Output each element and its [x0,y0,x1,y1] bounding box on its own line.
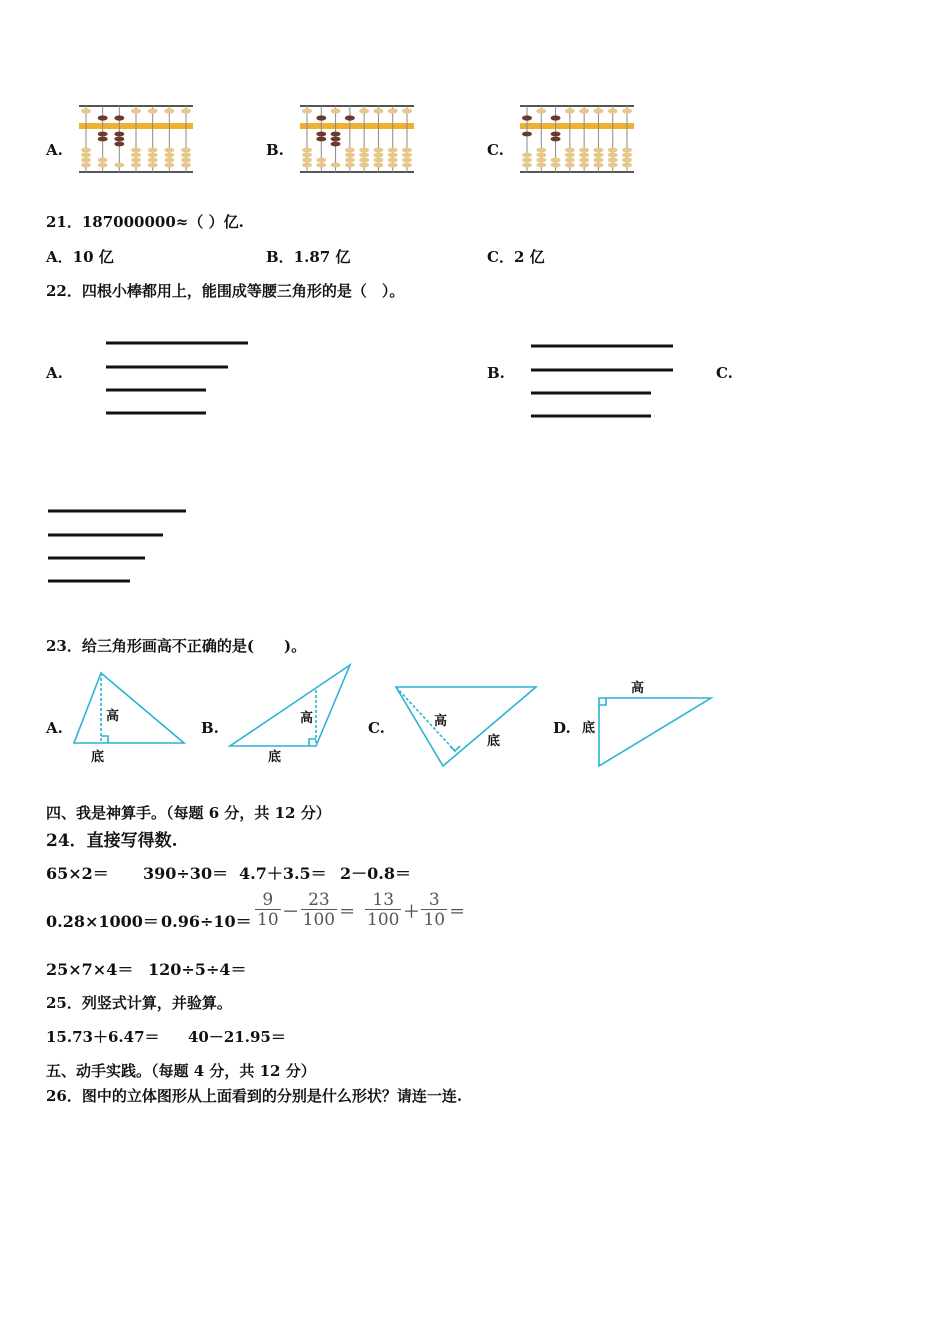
fraction: $\frac{9}{10}$ [257,890,279,930]
q20-option-b-label: B. [266,141,284,159]
q23-option-b-label: B. [201,719,219,737]
q22-stem: 22．四根小棒都用上，能围成等腰三角形的是（ ）。 [46,282,405,300]
q25-item-1: 15.73＋6.47＝ [46,1028,160,1046]
q24-fraction-expr-2: $\frac{13}{100}$ ＋ $\frac{3}{10}$ ＝ [367,890,466,930]
triangle-c-height-word: 高 [434,714,448,729]
q22-option-c-label: C. [716,364,733,382]
triangle-a-height-word: 高 [106,709,120,724]
sticks-a [100,335,260,425]
section5-title: 五、动手实践。（每题 4 分，共 12 分） [46,1062,316,1080]
q22-option-b-label: B. [487,364,505,382]
q21-stem: 21．187000000≈（ ）亿. [46,213,244,231]
fraction: $\frac{3}{10}$ [423,890,446,930]
q24-item-10: 120÷5÷4＝ [148,960,247,979]
q21-option-c: C．2 亿 [487,248,545,266]
triangle-d [599,698,711,766]
q26-stem: 26．图中的立体图形从上面看到的分别是什么形状？请连一连. [46,1087,463,1105]
abacus-c [519,102,637,176]
q24-item-5: 0.28×1000＝ [46,912,159,931]
abacus-a [78,102,196,176]
triangle-d-base-word: 底 [582,721,596,736]
triangle-b-height-word: 高 [300,711,314,726]
q22-option-a-label: A. [46,364,63,382]
q23-option-d-label: D. [553,719,571,737]
sticks-c [42,503,202,593]
q25-item-2: 40－21.95＝ [188,1028,286,1046]
sticks-b [525,338,685,428]
q24-item-9: 25×7×4＝ [46,960,134,979]
q21-option-a: A．10 亿 [46,248,114,266]
triangle-d-height-word: 高 [631,681,645,696]
q24-item-3: 4.7＋3.5＝ [239,864,327,883]
triangle-c-base-word: 底 [487,734,501,749]
q25-stem: 25．列竖式计算，并验算。 [46,994,232,1012]
q20-option-c-label: C. [487,141,504,159]
fraction: $\frac{23}{100}$ [302,890,336,930]
q24-item-2: 390÷30＝ [143,864,229,883]
q20-option-a-label: A. [46,141,63,159]
q24-item-4: 2－0.8＝ [340,864,411,883]
q23-triangles [0,660,950,775]
triangle-c [396,687,536,766]
triangle-a [74,673,184,743]
section4-title: 四、我是神算手。（每题 6 分，共 12 分） [46,804,331,822]
q21-option-b: B．1.87 亿 [266,248,351,266]
triangle-b [230,665,350,746]
triangle-b-base-word: 底 [268,750,282,765]
triangle-a-base-word: 底 [91,750,105,765]
abacus-b [299,102,417,176]
q24-item-6: 0.96÷10＝ [161,912,252,931]
fraction: $\frac{13}{100}$ [367,890,400,930]
q23-option-a-label: A. [46,719,63,737]
q24-stem: 24．直接写得数. [46,831,178,851]
q23-stem: 23．给三角形画高不正确的是( )。 [46,637,307,655]
q23-option-c-label: C. [368,719,385,737]
q24-fraction-expr-1: $\frac{9}{10}$ － $\frac{23}{100}$ ＝ [257,890,356,930]
q24-item-1: 65×2＝ [46,864,109,883]
